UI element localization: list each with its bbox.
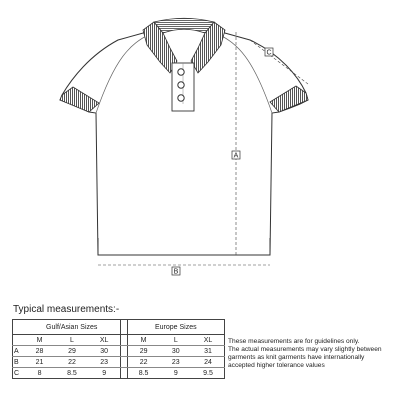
- table-cell: 24: [192, 357, 225, 368]
- table-cell: 9: [88, 368, 120, 379]
- dimension-a-label: A: [233, 152, 239, 160]
- table-size-header-row: [13, 335, 225, 346]
- size-header-xl: XL: [192, 335, 225, 346]
- table-cell: 30: [88, 346, 120, 357]
- europe-header: Europe Sizes: [127, 320, 224, 335]
- table-row: [13, 368, 225, 379]
- table-group-header-row: [13, 320, 225, 335]
- dimension-b-label: B: [173, 268, 179, 276]
- gulf-asian-header: Gulf/Asian Sizes: [23, 320, 120, 335]
- button-icon: [178, 82, 184, 88]
- table-cell: 23: [88, 357, 120, 368]
- note-line: accepted higher tolerance values: [228, 362, 325, 369]
- note-line: These measurements are for guidelines only.: [228, 338, 360, 345]
- table-cell: 22: [127, 357, 159, 368]
- table-cell: 29: [56, 346, 88, 357]
- size-table: [12, 319, 225, 379]
- dimension-c-label: C: [266, 49, 272, 57]
- size-header-l: L: [56, 335, 88, 346]
- table-cell: 8.5: [56, 368, 88, 379]
- note-line: garments as knit garments have internationally: [228, 354, 365, 361]
- note-line: The actual measurements may vary slightly between: [228, 346, 382, 353]
- row-label: C: [13, 368, 24, 379]
- button-icon: [178, 69, 184, 75]
- table-cell: 8.5: [127, 368, 159, 379]
- table-row: [13, 346, 225, 357]
- size-header-l: L: [160, 335, 192, 346]
- size-header-m: M: [23, 335, 55, 346]
- size-header-xl: XL: [88, 335, 120, 346]
- table-cell: 28: [23, 346, 55, 357]
- row-label: B: [13, 357, 24, 368]
- measurement-note: [228, 338, 398, 370]
- size-header-m: M: [127, 335, 159, 346]
- table-row: [13, 357, 225, 368]
- table-cell: 9: [160, 368, 192, 379]
- table-cell: 23: [160, 357, 192, 368]
- table-cell: 31: [192, 346, 225, 357]
- table-cell: 22: [56, 357, 88, 368]
- measurements-heading: Typical measurements:-: [13, 304, 120, 315]
- table-cell: 29: [127, 346, 159, 357]
- row-label: A: [13, 346, 24, 357]
- button-icon: [178, 95, 184, 101]
- table-cell: 8: [23, 368, 55, 379]
- table-cell: 30: [160, 346, 192, 357]
- table-cell: 9.5: [192, 368, 225, 379]
- table-cell: 21: [23, 357, 55, 368]
